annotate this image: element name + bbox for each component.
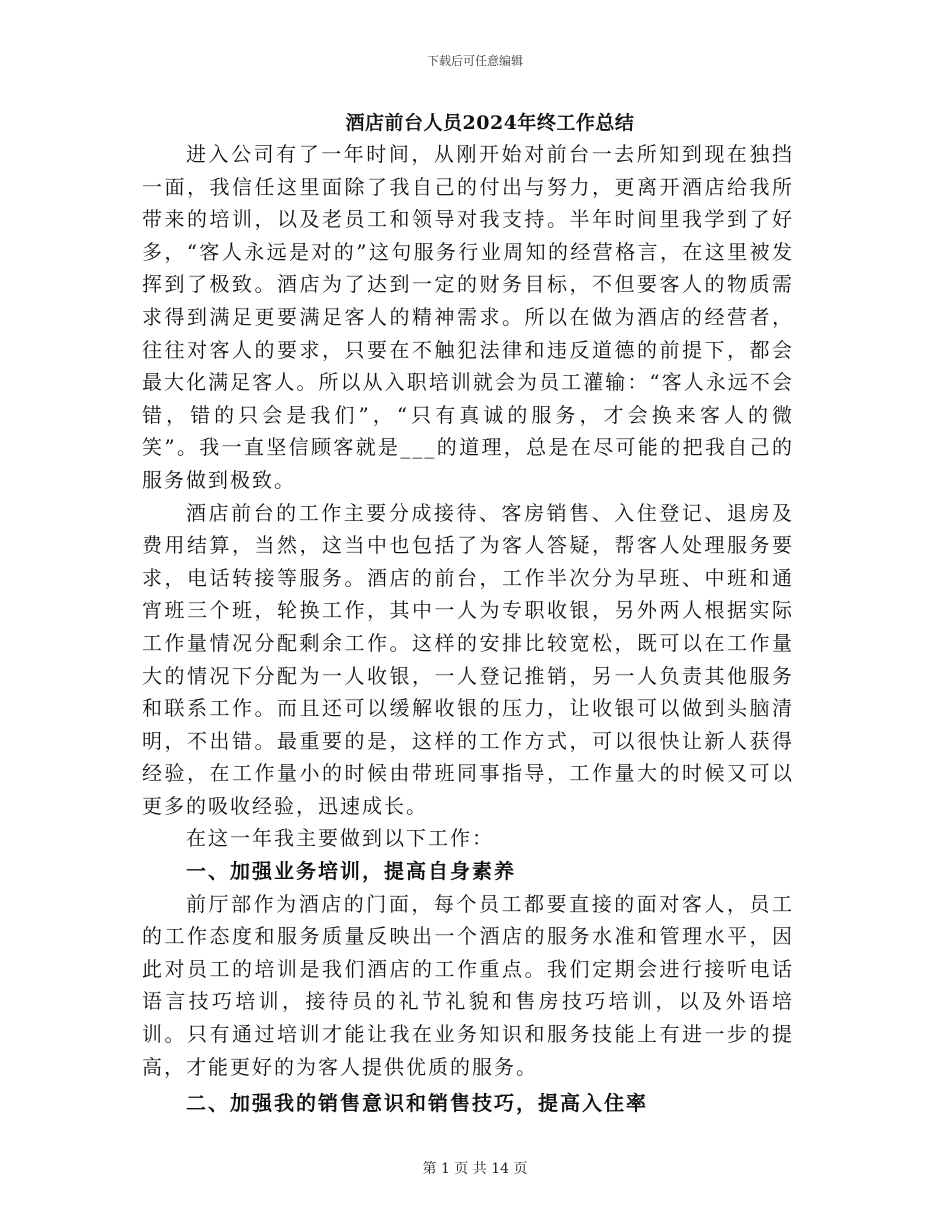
- paragraph-duties: 酒店前台的工作主要分成接待、客房销售、入住登记、退房及费用结算，当然，这当中也包括了为客人答疑，帮客人处理服务要求，电话转接等服务。酒店的前台，工作半次分为早班、中班和通宵班三个班，轮换工作，其中一人为专职收银，另外两人根据实际工作量情况分配剩余工作。这样的安排比较宽松，既可以在工作量大的情况下分配为一人收银，一人登记推销，另一人负责其他服务和联系工作。而且还可以缓解收银的压力，让收银可以做到头脑清明，不出错。最重要的是，这样的工作方式，可以很快让新人获得经验，在工作量小的时候由带班同事指导，工作量大的时候又可以更多的吸收经验，迅速成长。: [142, 500, 794, 818]
- page-header: 下载后可任意编辑: [426, 54, 523, 68]
- document-body: [142, 138, 794, 1120]
- document-title: 酒店前台人员2024年终工作总结: [345, 112, 635, 134]
- page-footer: 第 1 页 共 14 页: [422, 1161, 528, 1177]
- section-heading-2: 二、加强我的销售意识和销售技巧，提高入住率: [186, 1091, 648, 1116]
- section-heading-1: 一、加强业务培训，提高自身素养: [186, 859, 516, 884]
- section-body-1: 前厅部作为酒店的门面，每个员工都要直接的面对客人，员工的工作态度和服务质量反映出一个酒店的服务水准和管理水平，因此对员工的培训是我们酒店的工作重点。我们定期会进行接听电话语言技巧培训，接待员的礼节礼貌和售房技巧培训，以及外语培训。只有通过培训才能让我在业务知识和服务技能上有进一步的提高，才能更好的为客人提供优质的服务。: [142, 891, 794, 1079]
- paragraph-intro: 进入公司有了一年时间，从刚开始对前台一去所知到现在独挡一面，我信任这里面除了我自己的付出与努力，更离开酒店给我所带来的培训，以及老员工和领导对我支持。半年时间里我学到了好多，“客人永远是对的”这句服务行业周知的经营格言，在这里被发挥到了极致。酒店为了达到一定的财务目标，不但要客人的物质需求得到满足更要满足客人的精神需求。所以在做为酒店的经营者，往往对客人的要求，只要在不触犯法律和违反道德的前提下，都会最大化满足客人。所以从入职培训就会为员工灌输：“客人永远不会错，错的只会是我们”，“只有真诚的服务，才会换来客人的微笑”。我一直坚信顾客就是___的道理，总是在尽可能的把我自己的服务做到极致。: [142, 142, 794, 492]
- paragraph-summary-lead: 在这一年我主要做到以下工作：: [186, 826, 494, 851]
